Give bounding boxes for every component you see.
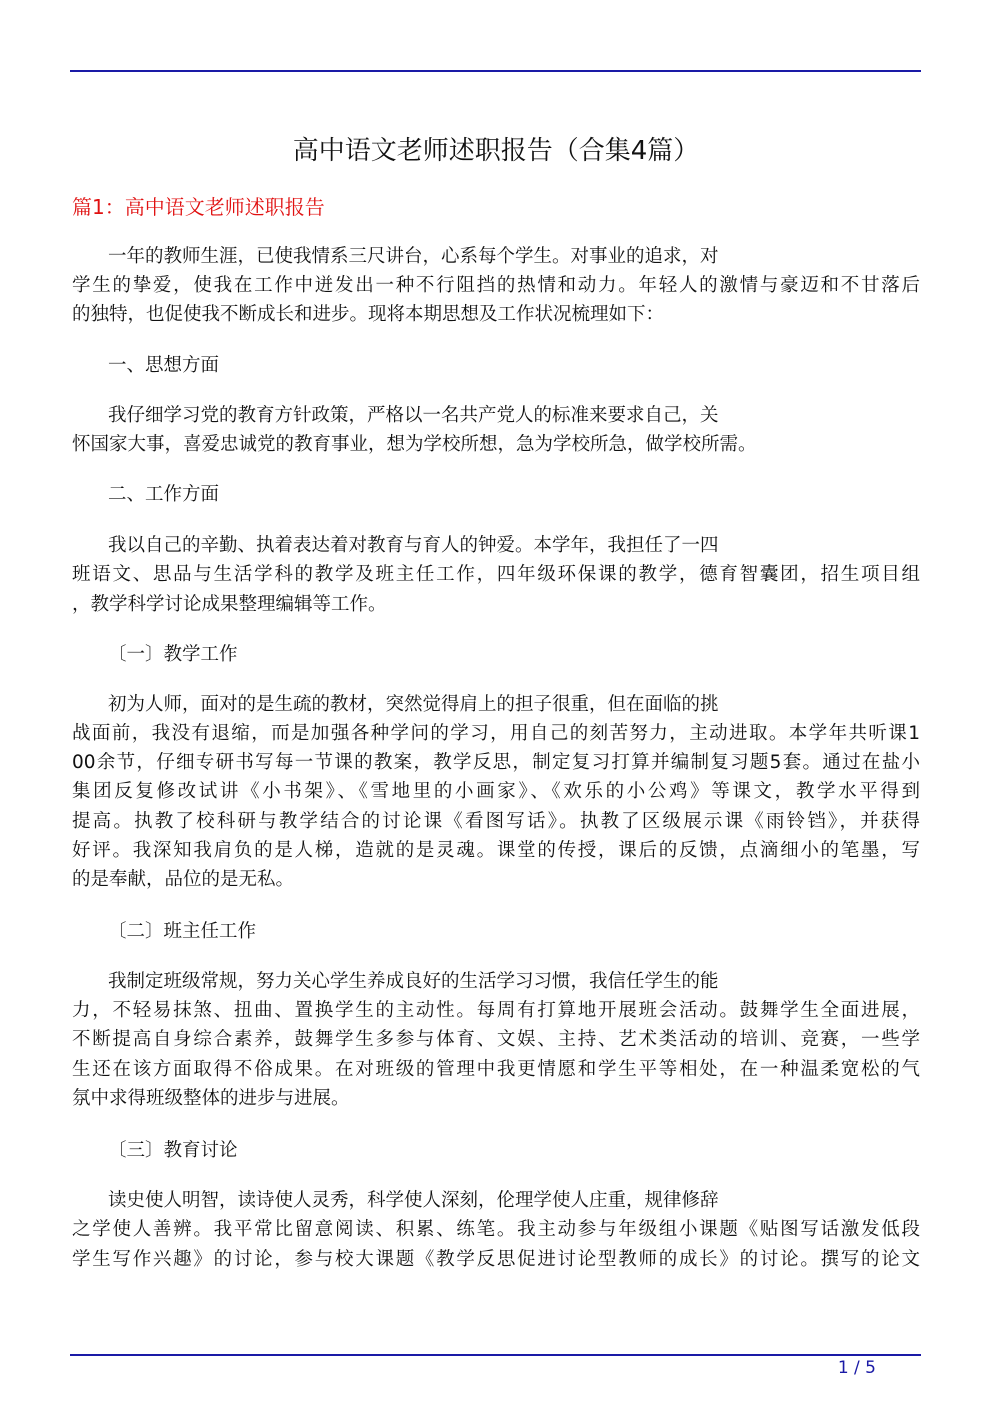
paragraph-line: 的独特，也促使我不断成长和进步。现将本期思想及工作状况梳理如下： [72,304,665,325]
subheading: 〔二〕班主任工作 [108,921,257,942]
paragraph-line: 初为人师，面对的是生疏的教材，突然觉得肩上的担子很重，但在面临的挑 [108,694,719,715]
subheading: 二、工作方面 [108,484,220,505]
header-rule [70,70,921,72]
document-title: 高中语文老师述职报告（合集4篇） [292,136,700,166]
footer-rule [70,1354,921,1356]
paragraph-line: 一年的教师生涯，已使我情系三尺讲台，心系每个学生。对事业的追求，对 [108,246,719,267]
paragraph-line: 我制定班级常规，努力关心学生养成良好的生活学习习惯，我信任学生的能 [108,971,719,992]
paragraph-line: 氛中求得班级整体的进步与进展。 [72,1088,350,1109]
subheading: 〔一〕教学工作 [108,644,238,665]
page-number: 1 / 5 [837,1358,876,1378]
paragraph-line: 班语文、思品与生活学科的教学及班主任工作，四年级环保课的教学，德育智囊团，招生项目组 [72,564,920,585]
paragraph-line: 之学使人善辨。我平常比留意阅读、积累、练笔。我主动参与年级组小课题《贴图写话激发低段 [72,1219,920,1240]
paragraph-line: 的是奉献，品位的是无私。 [72,869,295,890]
paragraph-line: 好评。我深知我肩负的是人梯，造就的是灵魂。课堂的传授，课后的反馈，点滴细小的笔墨，写 [72,840,920,861]
paragraph-line: 不断提高自身综合素养，鼓舞学生多参与体育、文娱、主持、艺术类活动的培训、竞赛，一些学 [72,1029,920,1050]
paragraph-line: 读史使人明智，读诗使人灵秀，科学使人深刻，伦理学使人庄重，规律修辞 [108,1190,719,1211]
subheading: 〔三〕教育讨论 [108,1140,238,1161]
paragraph-line: ，教学科学讨论成果整理编辑等工作。 [72,594,387,615]
paragraph-line: 00余节，仔细专研书写每一节课的教案，教学反思，制定复习打算并编制复习题5套。通过在盐小 [72,752,920,773]
section-heading: 篇1：高中语文老师述职报告 [72,195,325,219]
paragraph-line: 我以自己的辛勤、执着表达着对教育与育人的钟爱。本学年，我担任了一四 [108,535,719,556]
paragraph-line: 提高。执教了校科研与教学结合的讨论课《看图写话》。执教了区级展示课《雨铃铛》，并获得 [72,811,920,832]
subheading: 一、思想方面 [108,355,220,376]
paragraph-line: 怀国家大事，喜爱忠诚党的教育事业，想为学校所想，急为学校所急，做学校所需。 [72,434,757,455]
paragraph-line: 生还在该方面取得不俗成果。在对班级的管理中我更情愿和学生平等相处，在一种温柔宽松的气 [72,1059,920,1080]
paragraph-line: 力，不轻易抹煞、扭曲、置换学生的主动性。每周有打算地开展班会活动。鼓舞学生全面进展， [72,1000,920,1021]
paragraph-line: 我仔细学习党的教育方针政策，严格以一名共产党人的标准来要求自己，关 [108,405,719,426]
paragraph-line: 学生写作兴趣》的讨论，参与校大课题《教学反思促进讨论型教师的成长》的讨论。撰写的论文 [72,1249,920,1270]
paragraph-line: 学生的挚爱，使我在工作中迸发出一种不行阻挡的热情和动力。年轻人的激情与豪迈和不甘落后 [72,275,920,296]
paragraph-line: 集团反复修改试讲《小书架》、《雪地里的小画家》、《欢乐的小公鸡》等课文，教学水平得到 [72,781,920,802]
paragraph-line: 战面前，我没有退缩，而是加强各种学问的学习，用自己的刻苦努力，主动进取。本学年共听课1 [72,723,920,744]
